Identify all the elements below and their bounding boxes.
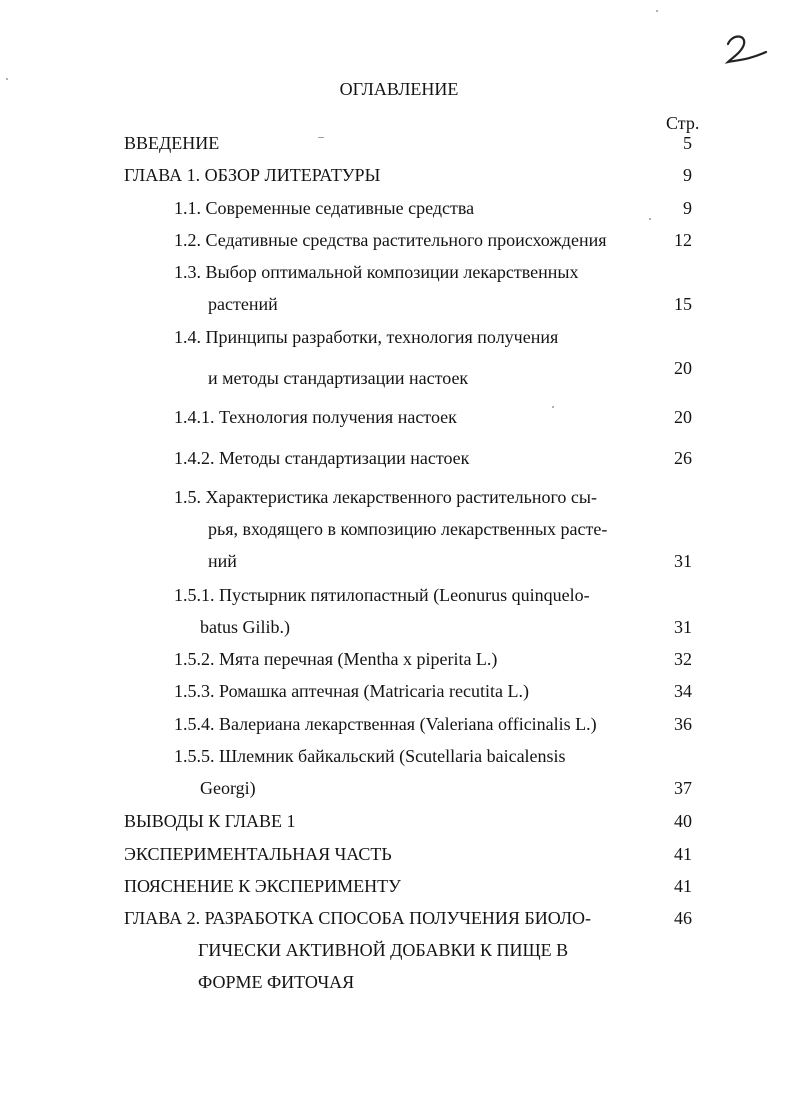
toc-entry-continuation: ний [208, 551, 237, 571]
toc-entry-continuation: batus Gilib.) [200, 617, 290, 637]
toc-entry: ЭКСПЕРИМЕНТАЛЬНАЯ ЧАСТЬ [124, 844, 392, 864]
toc-page-number: 9 [683, 165, 692, 185]
toc-page-number: 15 [674, 294, 692, 314]
toc-page-number: 36 [674, 714, 692, 734]
toc-entry: ПОЯСНЕНИЕ К ЭКСПЕРИМЕНТУ [124, 876, 401, 896]
toc-entry: 1.4. Принципы разработки, технология получения [174, 327, 559, 347]
toc-entry-continuation: Georgi) [200, 778, 256, 798]
toc-page-number: 31 [674, 551, 692, 571]
toc-entry-continuation: ФОРМЕ ФИТОЧАЯ [198, 972, 355, 992]
toc-page-number: 12 [674, 230, 692, 250]
toc-page-number: 34 [674, 681, 692, 701]
toc-page-number: 9 [683, 198, 692, 218]
handwritten-page-number [722, 30, 772, 70]
scan-speck [318, 137, 324, 138]
toc-entry: 1.5.2. Мята перечная (Mentha x piperita L.) [174, 649, 498, 669]
toc-entry: 1.4.1. Технология получения настоек [174, 407, 457, 427]
toc-entry: 1.5.5. Шлемник байкальский (Scutellaria baicalensis [174, 746, 566, 766]
toc-page-number: 31 [674, 617, 692, 637]
toc-entry: 1.3. Выбор оптимальной композиции лекарственных [174, 262, 579, 282]
toc-entry: 1.5.1. Пустырник пятилопастный (Leonurus quinquelo- [174, 585, 590, 605]
toc-entry-continuation: растений [208, 294, 278, 314]
page-column-header: Стр. [666, 113, 700, 133]
toc-entry-continuation: рья, входящего в композицию лекарственных расте- [208, 519, 608, 539]
toc-entry: ВЫВОДЫ К ГЛАВЕ 1 [124, 811, 296, 831]
toc-entry: ВВЕДЕНИЕ [124, 133, 220, 153]
toc-entry: 1.4.2. Методы стандартизации настоек [174, 448, 470, 468]
toc-entry: 1.1. Современные седативные средства [174, 198, 475, 218]
toc-page-number: 41 [674, 844, 692, 864]
toc-title: ОГЛАВЛЕНИЕ [339, 79, 459, 99]
toc-page-number: 5 [683, 133, 692, 153]
toc-entry-continuation: и методы стандартизации настоек [208, 368, 469, 388]
toc-entry: 1.2. Седативные средства растительного происхождения [174, 230, 607, 250]
toc-entry: ГЛАВА 2. РАЗРАБОТКА СПОСОБА ПОЛУЧЕНИЯ БИОЛО- [124, 908, 592, 928]
toc-entry-continuation: ГИЧЕСКИ АКТИВНОЙ ДОБАВКИ К ПИЩЕ В [198, 940, 569, 960]
toc-page-number: 20 [674, 358, 692, 378]
toc-page-number: 37 [674, 778, 692, 798]
toc-page-number: 46 [674, 908, 692, 928]
scan-speck [552, 406, 554, 408]
toc-entry: 1.5.3. Ромашка аптечная (Matricaria recutita L.) [174, 681, 529, 701]
toc-entry: ГЛАВА 1. ОБЗОР ЛИТЕРАТУРЫ [124, 165, 381, 185]
toc-entry: 1.5.4. Валериана лекарственная (Valeriana officinalis L.) [174, 714, 597, 734]
toc-entry: 1.5. Характеристика лекарственного растительного сы- [174, 487, 597, 507]
toc-page-number: 26 [674, 448, 692, 468]
toc-page-number: 20 [674, 407, 692, 427]
toc-page-number: 41 [674, 876, 692, 896]
toc-page-number: 32 [674, 649, 692, 669]
scan-speck [656, 10, 658, 12]
toc-page-number: 40 [674, 811, 692, 831]
